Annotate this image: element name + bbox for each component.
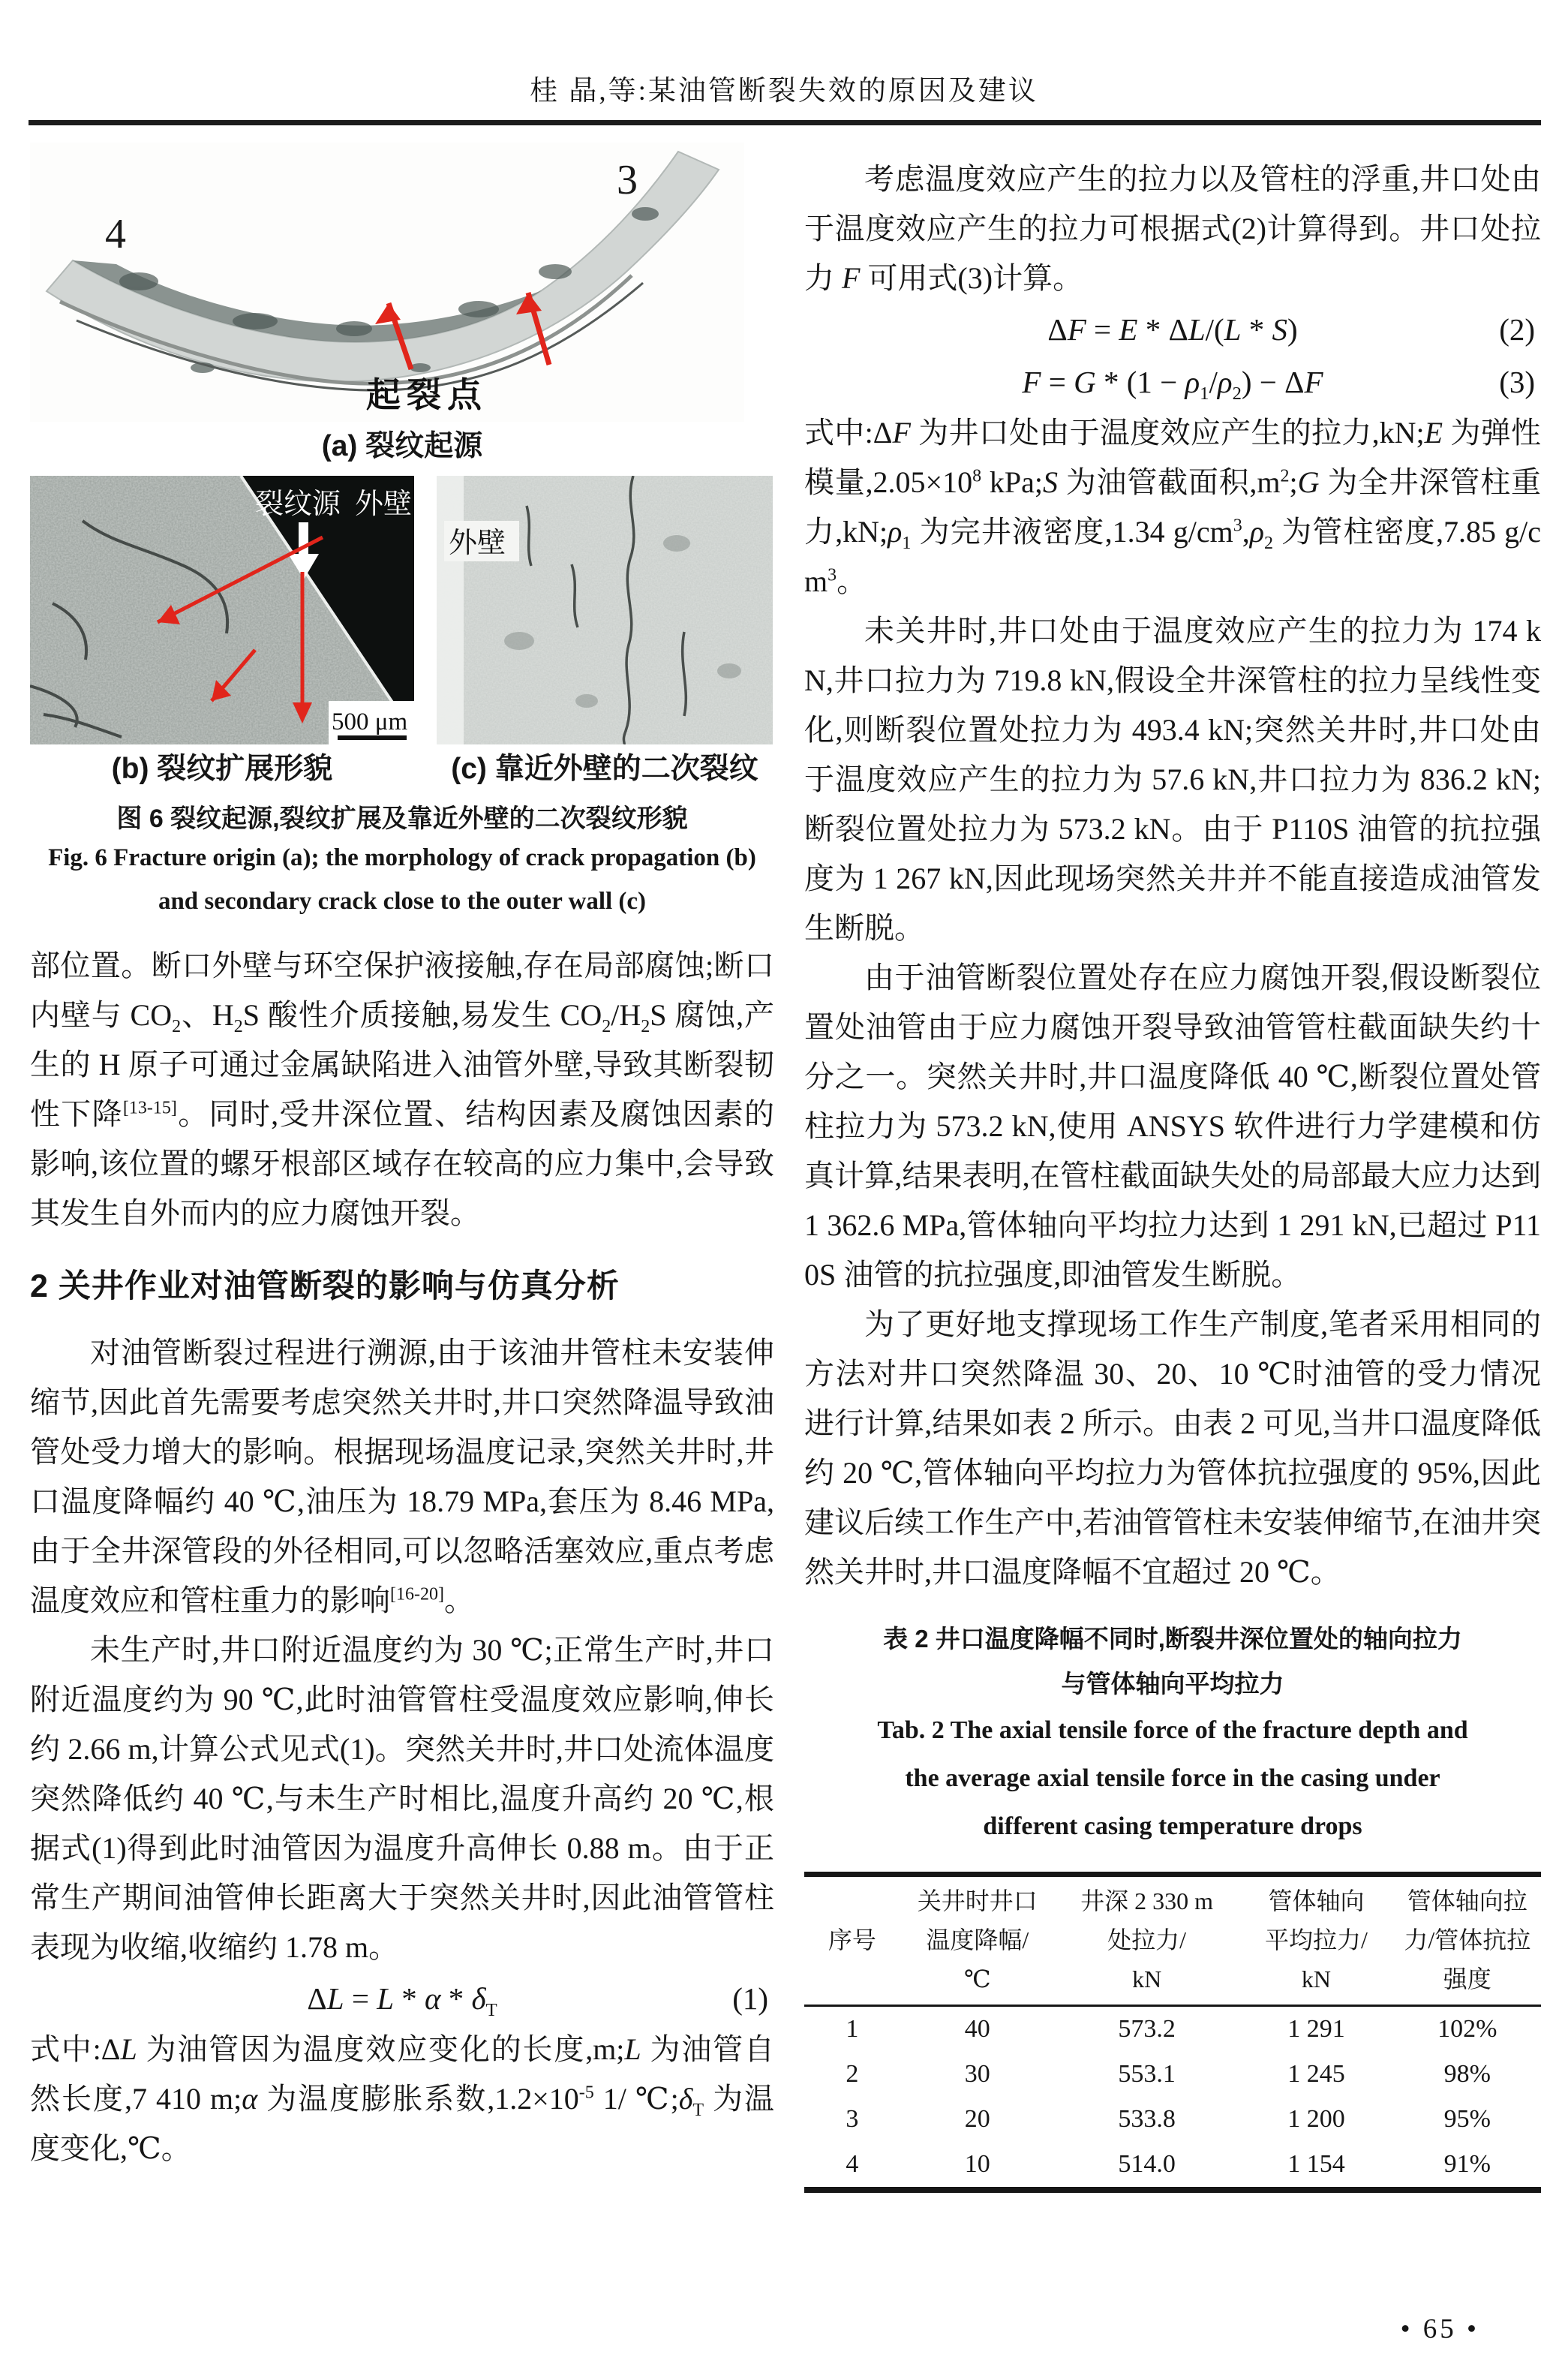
paragraph-eq-terms: 式中:ΔF 为井口处由于温度效应产生的拉力,kN;E 为弹性模量$,2.05\times 10^8$ kPa;S 为油管截面积$,m^2;G$ 为全井深管柱重力$,kN;\rho_1$ 为完井液密度,1.34 $g/cm^3,\rho_2$ 为管柱密度,7.85 $g/cm^3$。 [804, 416, 1542, 598]
outer-wall-label-c: 外壁 [449, 528, 506, 559]
paragraph-traceback: 对油管断裂过程进行溯源,由于该油井管柱未安装伸缩节,因此首先需要考虑突然关井时,井口突然降温导致油管处受力增大的影响。根据现场温度记录,突然关井时,井口温度降幅约 40 ℃,油压为 18.79 MPa,套压为 8.46 MPa,由于全井深管段的外径相同,可以忽略活塞效应,重点考虑温度效应和管柱重力的影响[16-20]。 [30, 1336, 774, 1617]
left-column [30, 143, 774, 2173]
table2-caption-cn-line2: 与管体轴向平均拉力 [1061, 1670, 1284, 1698]
table2-body [804, 2006, 1541, 2191]
paragraph-fracture-position: 部位置。断口外壁与环空保护液接触,存在局部腐蚀;断口内壁与 $CO_2$、$H_2S$ 酸性介质接触,易发生 $CO_2/H_2S$ 腐蚀,产生的 H 原子可通过金属缺陷进入油管外壁,导致其断裂韧性下降[13-15]。同时,受井深位置、结构因素及腐蚀因素的影响,该位置的螺牙根部区域存在较高的应力集中,会导致其发生自外而内的应力腐蚀开裂。 [30, 949, 775, 1230]
section2-heading: 2 关井作业对油管断裂的影响与仿真分析 [30, 1268, 620, 1304]
figure6b-sem-image [30, 476, 414, 744]
page-number: • 65 • [1400, 2314, 1479, 2344]
col-header-temp-drop: 关井时井口 温度降幅/ ℃ [900, 1875, 1055, 2006]
running-header: 桂 晶,等:某油管断裂失效的原因及建议 [530, 76, 1038, 107]
equation-2 [804, 303, 1541, 356]
equation-1-number: (1) [732, 1981, 768, 2016]
equation-2-number: (2) [1499, 312, 1535, 347]
equation-1 [30, 1972, 774, 2025]
outer-wall-bright-strip [437, 476, 464, 744]
figure6c [437, 476, 773, 788]
figure6a-photo [30, 143, 744, 422]
table-row: 3 20 533.8 1 200 95% [846, 2105, 1491, 2133]
col-header-avg-force: 管体轴向 平均拉力/ kN [1239, 1875, 1393, 2006]
paragraph-no-shutin: 未关井时,井口处由于温度效应产生的拉力为 174 kN,井口拉力为 719.8 kN,假设全井深管柱的拉力呈线性变化,则断裂位置处拉力为 493.4 kN;突然关井时,井口处由于温度效应产生的拉力为 57.6 kN,井口拉力为 836.2 kN;断裂位置处拉力为 573.2 kN。由于 P110S 油管的抗拉强度为 1 267 kN,因此现场突然关井并不能直接造成油管发生断脱。 [804, 614, 1541, 945]
table2-caption-en-line2: the average axial tensile force in the casing under [905, 1764, 1440, 1792]
table-row: 2 30 553.1 1 245 98% [846, 2060, 1491, 2088]
figure6b-caption: (b) 裂纹扩展形貌 [111, 753, 333, 785]
table2-header [804, 1875, 1541, 2006]
fragment-number-3: 3 [617, 157, 638, 203]
scale-bar-label: 500 μm [332, 708, 408, 735]
table2-caption-en-line3: different casing temperature drops [983, 1812, 1362, 1840]
scale-bar [329, 701, 414, 744]
figure6-caption-cn: 图 6 裂纹起源,裂纹扩展及靠近外壁的二次裂纹形貌 [116, 805, 688, 833]
figure6a-caption: (a) 裂纹起源 [321, 430, 483, 462]
table-row: 1 40 573.2 1 291 102% [846, 2015, 1497, 2043]
col-header-depth-force: 井深 2 330 m 处拉力/ kN [1055, 1875, 1239, 2006]
crack-source-label: 裂纹源 [255, 489, 341, 520]
equation-2-body: ΔF = E * ΔL/(L * S) [1047, 312, 1298, 347]
header-rule [29, 120, 1541, 125]
sem-texture-c [437, 476, 773, 744]
figure6-caption-en-line1: Fig. 6 Fracture origin (a); the morphology of crack propagation (b) [48, 844, 756, 871]
col-header-strength-ratio: 管体轴向拉 力/管体抗拉 强度 [1394, 1875, 1541, 2006]
paragraph-production-temp: 未生产时,井口附近温度约为 30 ℃;正常生产时,井口附近温度约为 90 ℃,此时油管管柱受温度效应影响,伸长约 2.66 m,计算公式见式(1)。突然关井时,井口处流体温度突然降低约 40 ℃,与未生产时相比,温度升高约 20 ℃,根据式(1)得到此时油管因为温度升高伸长 0.88 m。由于正常生产期间油管伸长距离大于突然关井时,因此油管管柱表现为收缩,收缩约 1.78 m。 [30, 1633, 774, 1964]
equation-1-body: $\Delta L = L * \alpha * \delta_T$ [307, 1981, 497, 2021]
paragraph-scc-simulation: 由于油管断裂位置处存在应力腐蚀开裂,假设断裂位置处油管由于应力腐蚀开裂导致油管管柱截面缺失约十分之一。突然关井时,井口温度降低 40 ℃,断裂位置处管柱拉力为 573.2 kN,使用 ANSYS 软件进行力学建模和仿真计算,结果表明,在管柱截面缺失处的局部最大应力达到 1 362.6 MPa,管体轴向平均拉力达到 1 291 kN,已超过 P110S 油管的抗拉强度,即油管发生断脱。 [804, 961, 1541, 1292]
table2 [804, 1872, 1541, 2193]
col-header-index: 序号 [804, 1875, 900, 2006]
figure6-caption-en-line2: and secondary crack close to the outer wall (c) [158, 888, 647, 915]
figure6c-sem-image [437, 476, 773, 744]
crack-initiation-label: 起裂点 [366, 375, 488, 414]
figure6c-caption: (c) 靠近外壁的二次裂纹 [451, 753, 758, 785]
fragment-number-4: 4 [105, 211, 126, 257]
outer-wall-label-b: 外壁 [355, 489, 413, 520]
figure6-bc-row [30, 476, 774, 788]
table2-caption-cn-line1: 表 2 井口温度降幅不同时,断裂井深位置处的轴向拉力 [883, 1625, 1462, 1653]
equation-3-number: (3) [1499, 365, 1535, 399]
table-row: 4 10 514.0 1 154 91% [846, 2150, 1491, 2178]
paragraph-eq1-terms: 式中:ΔL 为油管因为温度效应变化的长度,m;L 为油管自然长度,7 410 m;α 为温度膨胀系数$,1.2\times 10^{-5}$ 1/ $℃;\delta_T$ 为温度变化,℃。 [30, 2032, 774, 2165]
table2-caption-en-line1: Tab. 2 The axial tensile force of the fracture depth and [877, 1716, 1468, 1744]
figure6b [30, 476, 414, 788]
paragraph-force-intro: 考虑温度效应产生的拉力以及管柱的浮重,井口处由于温度效应产生的拉力可根据式(2)计算得到。井口处拉力 F 可用式(3)计算。 [804, 162, 1541, 295]
right-column [804, 143, 1541, 2193]
equation-3-body: $F = G * (1 - \rho_1/\rho_2) - \Delta F$ [1022, 365, 1323, 405]
equation-3 [804, 356, 1541, 408]
paragraph-support-regime: 为了更好地支撑现场工作生产制度,笔者采用相同的方法对井口突然降温 30、20、10 ℃时油管的受力情况进行计算,结果如表 2 所示。由表 2 可见,当井口温度降低约 20 ℃,管体轴向平均拉力为管体抗拉强度的 95%,因此建议后续工作生产中,若油管管柱未安装伸缩节,在油井突然关井时,井口温度降幅不宜超过 20 ℃。 [804, 1307, 1541, 1589]
figure6a [30, 143, 774, 465]
outer-wall-label-box [444, 521, 519, 561]
